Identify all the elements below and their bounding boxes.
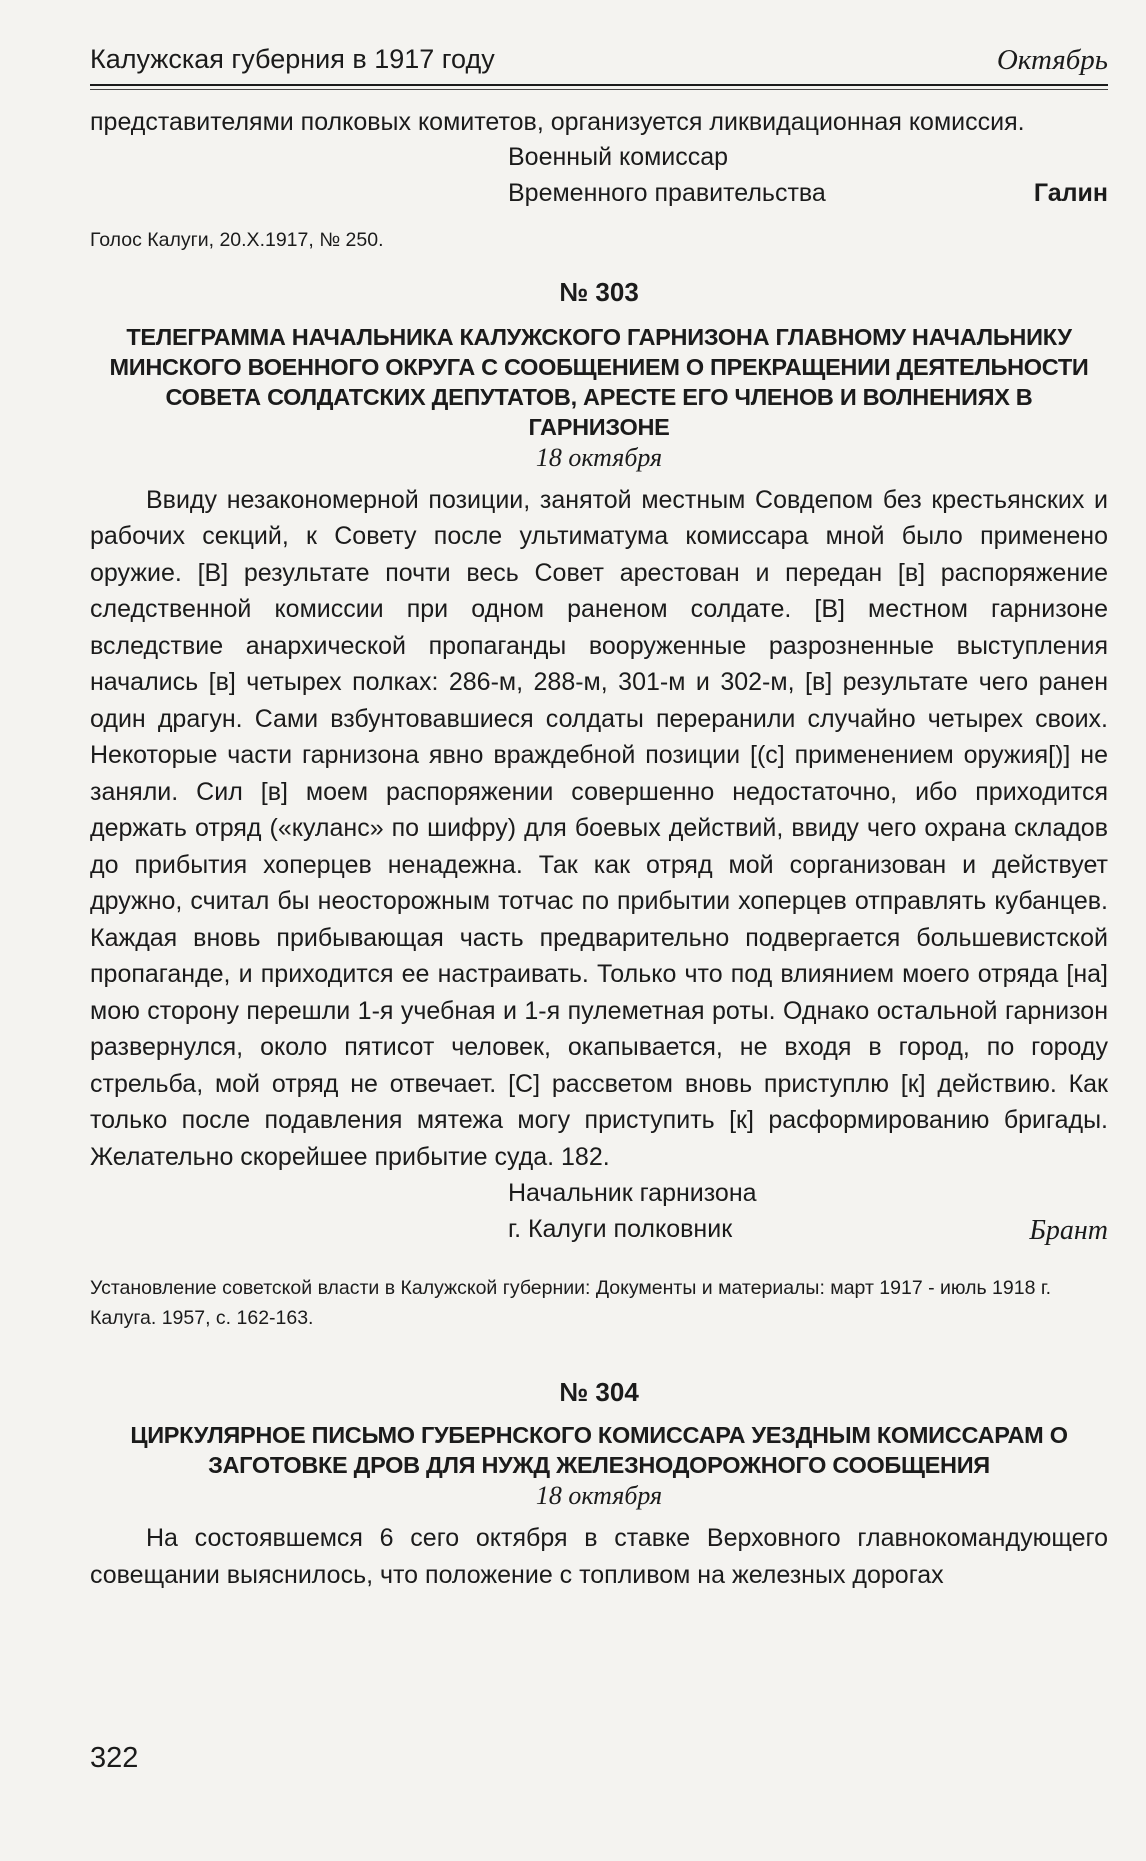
doc-304-date: 18 октября xyxy=(535,1481,663,1510)
prev-doc-text: представителями полковых комитетов, организуется ликвидационная комиссия. xyxy=(90,108,1025,136)
prev-doc-source: Голос Калуги, 20.X.1917, № 250. xyxy=(90,228,384,251)
doc-303-date: 18 октября xyxy=(535,442,663,472)
prev-doc-signature-line1: Военный комиссар xyxy=(508,142,729,171)
doc-303-signature-line2: г. Калуги полковник Брант xyxy=(508,1215,1108,1246)
doc-303-source: Установление советской власти в Калужской губернии: Документы и материалы: март 1917 - июль 1918 г. Калуга. 1957, с. 162-163. xyxy=(90,1277,1052,1329)
doc-304-body: На состоявшемся 6 сего октября в ставке Верховного главнокомандующего совещании выяснилось, что положение с топливом на железных дорогах xyxy=(90,1524,1108,1589)
doc-303-title: ТЕЛЕГРАММА НАЧАЛЬНИКА КАЛУЖСКОГО ГАРНИЗОНА ГЛАВНОМУ НАЧАЛЬНИКУ МИНСКОГО ВОЕННОГО ОКРУГА С СООБЩЕНИЕМ О ПРЕКРАЩЕНИИ ДЕЯТЕЛЬНОСТИ СОВЕТА СОЛДАТСКИХ ДЕПУТАТОВ, АРЕСТЕ ЕГО ЧЛЕНОВ И ВОЛНЕНИЯХ В ГАРНИЗОНЕ xyxy=(109,323,1089,440)
header-section: Октябрь xyxy=(996,44,1108,76)
prev-doc-signature-line2: Временного правительства Галин xyxy=(508,178,1108,207)
doc-303-signer: Брант xyxy=(1029,1215,1108,1246)
header-rule xyxy=(90,89,1108,90)
doc-303-signature-line1: Начальник гарнизона xyxy=(508,1179,757,1207)
page-number: 322 xyxy=(90,1742,139,1774)
doc-303-body: Ввиду незакономерной позиции, занятой местным Совдепом без крестьянских и рабочих секций, к Совету после ультиматума комиссара мной было применено оружие. [В] результате почти весь Совет арестован и передан [в] распоряжение следственной комиссии при одном раненом солдате. [В] местном гарнизоне вследствие анархической пропаганды вооруженные разрозненные выступления начались [в] четырех полках: 286-м, 288-м, 301-м и 302-м, [в] результате чего ранен один драгун. Сами взбунтовавшиеся солдаты переранили случайно четырех своих. Некоторые части гарнизона явно враждебной позиции [(с] применением оружия[)] не заняли. Сил [в] моем распоряжении совершенно недостаточно, ибо приходится держать отряд («куланс» по шифру) для боевых действий, ввиду чего охрана складов до прибытия хоперцев ненадежна. Так как отряд мой сорганизован и действует дружно, считал бы неосторожным тотчас по прибытии хоперцев отправлять кубанцев. Каждая вновь прибывающая часть предварительно подвергается большевистской пропаганде, и приходится ее настраивать. Только что под влиянием моего отряда [на] мою сторону перешли 1-я учебная и 1-я пулеметная роты. Однако остальной гарнизон развернулся, около пятисот человек, окапывается, не входя в город, по городу стрельба, мой отряд не отвечает. [С] рассветом вновь приступлю [к] действию. Как только после подавления мятежа могу приступить [к] расформированию бригады. Желательно скорейшее прибытие суда. 182. xyxy=(90,485,1108,1171)
prev-doc-signer: Галин xyxy=(1033,178,1108,207)
page xyxy=(90,40,1108,1593)
doc-304-title: ЦИРКУЛЯРНОЕ ПИСЬМО ГУБЕРНСКОГО КОМИССАРА УЕЗДНЫМ КОМИССАРАМ О ЗАГОТОВКЕ ДРОВ ДЛЯ НУЖД ЖЕЛЕЗНОДОРОЖНОГО СООБЩЕНИЯ xyxy=(130,1422,1068,1478)
header-book-title: Калужская губерния в 1917 году xyxy=(90,44,495,74)
doc-304-number: № 304 xyxy=(559,1377,639,1407)
doc-303-number: № 303 xyxy=(559,276,639,307)
running-header xyxy=(90,40,1108,86)
